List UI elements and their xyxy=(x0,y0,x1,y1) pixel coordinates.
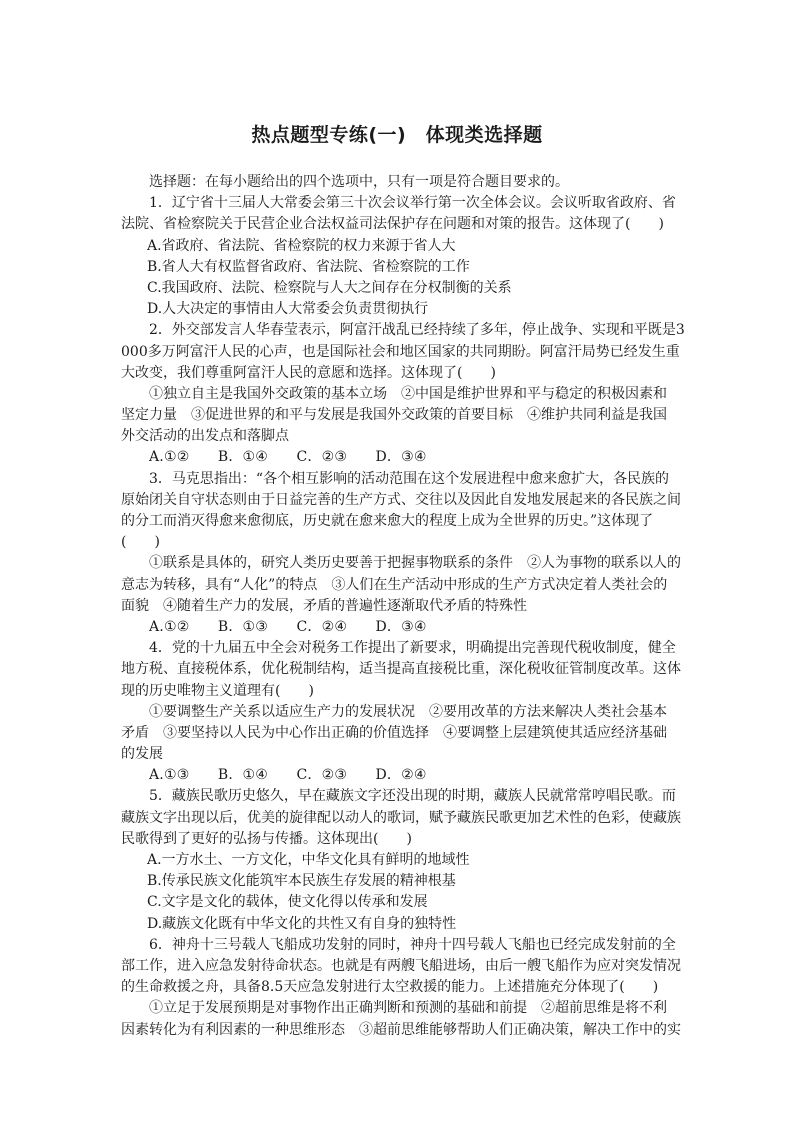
text-line: 1．辽宁省十三届人大常委会第三十次会议举行第一次全体会议。会议听取省政府、省 xyxy=(149,195,676,212)
question-body xyxy=(121,172,685,1041)
text-line: ①独立自主是我国外交政策的基本立场 ②中国是维护世界和平与稳定的积极因素和 xyxy=(149,385,667,402)
text-line: A.①② B．①④ C．②③ D．③④ xyxy=(149,449,427,466)
text-line: 意志为转移，具有“人化”的特点 ③人们在生产活动中形成的生产方式决定着人类社会的 xyxy=(121,576,668,593)
text-line: 现的历史唯物主义道理有( ) xyxy=(121,682,314,699)
text-line: 的生命救援之舟，具备8.5天应急发射进行太空救援的能力。上述措施充分体现了( ) xyxy=(121,979,659,996)
text-line: A.①② B．①③ C．②④ D．③④ xyxy=(149,618,427,635)
text-line: B.省人大有权监督省政府、省法院、省检察院的工作 xyxy=(147,258,470,275)
instructions: 选择题：在每小题给出的四个选项中，只有一项是符合题目要求的。 xyxy=(149,174,569,190)
text-line: 地方税、直接税体系，优化税制结构，适当提高直接税比重，深化税收征管制度改革。这体 xyxy=(121,661,681,678)
text-line: 6．神舟十三号载人飞船成功发射的同时，神舟十四号载人飞船也已经完成发射前的全 xyxy=(149,936,676,953)
text-line: C.我国政府、法院、检察院与人大之间存在分权制衡的关系 xyxy=(147,279,512,296)
text-line: 藏族文字出现以后，优美的旋律配以动人的歌词，赋予藏族民歌更加艺术性的色彩，使藏族 xyxy=(121,809,681,826)
text-line: 的分工而消灭得愈来愈彻底，历史就在愈来愈大的程度上成为全世界的历史。”这体现了 xyxy=(121,513,654,529)
text-line: 面貌 ④随着生产力的发展，矛盾的普遍性逐渐取代矛盾的特殊性 xyxy=(121,597,527,614)
text-line: A.一方水土、一方文化，中华文化具有鲜明的地域性 xyxy=(147,852,470,868)
text-line: A.①③ B．①④ C．②③ D．②④ xyxy=(149,767,427,784)
text-line: 原始闭关自守状态则由于日益完善的生产方式、交往以及因此自发地发展起来的各民族之间 xyxy=(121,491,681,508)
text-line: D.人大决定的事情由人大常委会负责贯彻执行 xyxy=(147,301,429,318)
text-line: A.省政府、省法院、省检察院的权力来源于省人大 xyxy=(147,237,456,254)
text-line: 的发展 xyxy=(121,746,163,763)
text-line: 5．藏族民歌历史悠久，早在藏族文字还没出现的时期，藏族人民就常常哼唱民歌。而 xyxy=(149,788,676,805)
page-title: 热点题型专练(一) 体现类选择题 xyxy=(251,124,543,146)
text-line: ①要调整生产关系以适应生产力的发展状况 ②要用改革的方法来解决人类社会基本 xyxy=(149,703,667,720)
text-line: 坚定力量 ③促进世界的和平与发展是我国外交政策的首要目标 ④维护共同利益是我国 xyxy=(121,407,667,424)
text-line: ( ) xyxy=(121,534,160,551)
text-line: ①立足于发展预期是对事物作出正确判断和预测的基础和前提 ②超前思维是将不利 xyxy=(149,1000,667,1017)
text-line: 矛盾 ③要坚持以人民为中心作出正确的价值选择 ④要调整上层建筑使其适应经济基础 xyxy=(121,724,667,741)
text-line: 4．党的十九届五中全会对税务工作提出了新要求，明确提出完善现代税收制度，健全 xyxy=(149,640,676,657)
text-line: 2．外交部发言人华春莹表示，阿富汗战乱已经持续了多年，停止战争、实现和平既是3 xyxy=(149,322,685,339)
text-line: 外交活动的出发点和落脚点 xyxy=(121,428,289,445)
text-line: 000多万阿富汗人民的心声，也是国际社会和地区国家的共同期盼。阿富汗局势已经发生重 xyxy=(121,343,680,360)
text-line: 民歌得到了更好的弘扬与传播。这体现出( ) xyxy=(121,830,412,847)
text-line: B.传承民族文化能筑牢本民族生存发展的精神根基 xyxy=(147,873,456,890)
text-line: C.文字是文化的载体，使文化得以传承和发展 xyxy=(147,894,428,911)
text-line: D.藏族文化既有中华文化的共性又有自身的独特性 xyxy=(147,915,457,932)
text-line: 因素转化为有利因素的一种思维形态 ③超前思维能够帮助人们正确决策，解决工作中的实 xyxy=(121,1021,681,1038)
text-line: 3．马克思指出：“各个相互影响的活动范围在这个发展进程中愈来愈扩大，各民族的 xyxy=(149,470,670,487)
text-line: 法院、省检察院关于民营企业合法权益司法保护存在问题和对策的报告。这体现了( ) xyxy=(121,216,664,233)
text-line: 大改变，我们尊重阿富汗人民的意愿和选择。这体现了( ) xyxy=(121,364,496,381)
text-line: 部工作，进入应急发射待命状态。也就是有两艘飞船进场，由后一艘飞船作为应对突发情况 xyxy=(121,957,681,974)
text-line: ①联系是具体的，研究人类历史要善于把握事物联系的条件 ②人为事物的联系以人的 xyxy=(149,555,681,572)
